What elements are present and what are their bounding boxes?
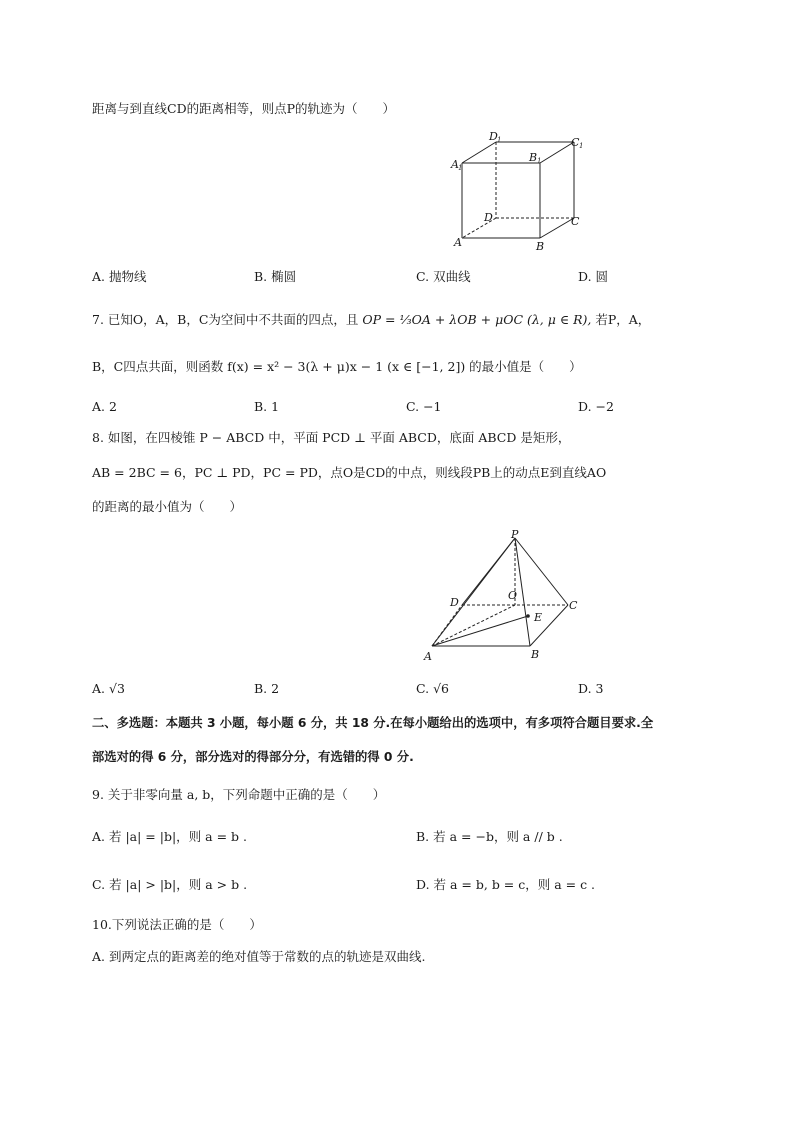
- q8-line1: 8. 如图，在四棱锥 P − ABCD 中，平面 PCD ⊥ 平面 ABCD，底面 ABCD 是矩形，: [92, 430, 571, 445]
- label-c: C: [571, 215, 580, 228]
- label-e: E: [534, 611, 543, 624]
- q7-option-b: B. 1: [254, 399, 280, 414]
- q7-line1-b: 若P，A，: [595, 312, 651, 327]
- label-a: A: [454, 236, 462, 249]
- q8-option-c: C. √6: [416, 681, 449, 696]
- label-b1: B: [529, 151, 538, 164]
- q8-option-b: B. 2: [254, 681, 280, 696]
- q8-option-a: A. √3: [92, 681, 125, 696]
- q8-line2: AB = 2BC = 6，PC ⊥ PD，PC = PD，点O是CD的中点，则线段PB上的动点E到直线AO: [92, 465, 607, 480]
- q7-option-d: D. −2: [578, 399, 614, 414]
- label-d1: D: [489, 130, 498, 143]
- svg-text:1: 1: [458, 164, 463, 172]
- svg-text:1: 1: [497, 136, 502, 144]
- section2-line2: 部选对的得 6 分，部分选对的得部分分，有选错的得 0 分.: [92, 750, 414, 764]
- q6-option-d: D. 圆: [578, 269, 609, 284]
- q7-line2: B，C四点共面，则函数 f(x) = x² − 3(λ + μ)x − 1 (x ∈ [−1, 2]) 的最小值是（ ）: [92, 359, 582, 374]
- q9-option-d: D. 若 a = b, b = c，则 a = c .: [416, 877, 596, 892]
- section2-line1: 二、多选题：本题共 3 小题，每小题 6 分，共 18 分.在每小题给出的选项中，有多项符合题目要求.全: [92, 716, 654, 730]
- q7-line1-a: 7. 已知O，A，B，C为空间中不共面的四点，且: [92, 312, 359, 327]
- q8-line3: 的距离的最小值为（ ）: [92, 499, 243, 514]
- label-a1: A: [451, 158, 459, 171]
- q10-option-a: A. 到两定点的距离差的绝对值等于常数的点的轨迹是双曲线.: [92, 949, 426, 964]
- q6-option-c: C. 双曲线: [416, 269, 471, 284]
- q9-option-a: A. 若 |a| = |b|，则 a = b .: [92, 829, 247, 844]
- label-p: P: [511, 528, 519, 541]
- svg-text:1: 1: [579, 142, 584, 150]
- cube-figure: [440, 128, 600, 258]
- label-b: B: [531, 648, 540, 661]
- label-b: B: [536, 240, 545, 253]
- q9-option-c: C. 若 |a| > |b|，则 a > b .: [92, 877, 248, 892]
- label-a: A: [424, 650, 432, 663]
- label-d: D: [484, 211, 493, 224]
- q7-line1: [92, 311, 650, 329]
- q9-stem: 9. 关于非零向量 a, b，下列命题中正确的是（ ）: [92, 787, 386, 802]
- pyramid-figure: [418, 528, 598, 668]
- label-d: D: [450, 596, 459, 609]
- label-c1: C: [571, 136, 580, 149]
- q6-option-a: A. 抛物线: [92, 269, 147, 284]
- q7-option-a: A. 2: [92, 399, 117, 414]
- q7-option-c: C. −1: [406, 399, 442, 414]
- q8-option-d: D. 3: [578, 681, 604, 696]
- q10-stem: 10.下列说法正确的是（ ）: [92, 917, 262, 932]
- label-c: C: [569, 599, 578, 612]
- q6-option-b: B. 椭圆: [254, 269, 297, 284]
- svg-text:1: 1: [537, 157, 542, 165]
- label-o: O: [508, 589, 518, 602]
- q6-stem-tail: 距离与到直线CD的距离相等，则点P的轨迹为（ ）: [92, 101, 395, 116]
- q7-formula: OP = ⅓OA + λOB + μOC (λ, μ ∈ R),: [362, 312, 592, 327]
- q9-option-b: B. 若 a = −b，则 a // b .: [416, 829, 563, 844]
